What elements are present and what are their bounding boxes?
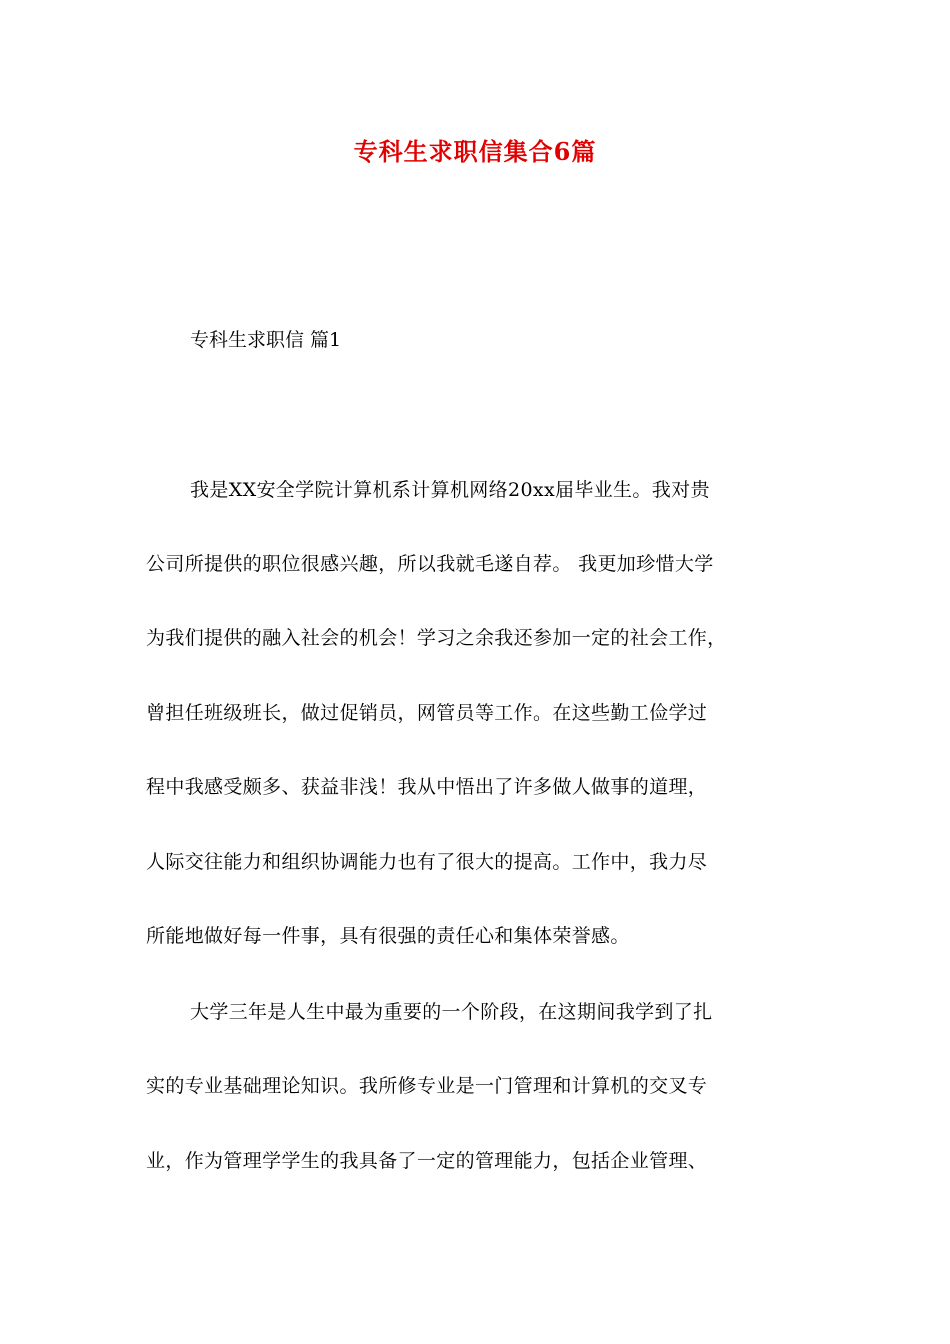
paragraph-line: 所能地做好每一件事，具有很强的责任心和集体荣誉感。 <box>146 925 630 947</box>
paragraph-line: 实的专业基础理论知识。我所修专业是一门管理和计算机的交叉专 <box>146 1075 708 1097</box>
paragraph-line: 曾担任班级班长，做过促销员，网管员等工作。在这些勤工俭学过 <box>146 702 708 724</box>
paragraph-line: 公司所提供的职位很感兴趣，所以我就毛遂自荐。 我更加珍惜大学 <box>146 553 714 575</box>
section-heading: 专科生求职信 篇1 <box>190 329 342 351</box>
paragraph-line: 业，作为管理学学生的我具备了一定的管理能力，包括企业管理、 <box>146 1150 708 1172</box>
paragraph-line: 大学三年是人生中最为重要的一个阶段，在这期间我学到了扎 <box>190 1001 713 1023</box>
paragraph-line: 我是XX安全学院计算机系计算机网络20xx届毕业生。我对贵 <box>190 479 710 501</box>
paragraph-line: 程中我感受颇多、获益非浅！我从中悟出了许多做人做事的道理， <box>146 776 708 798</box>
paragraph-line: 为我们提供的融入社会的机会！学习之余我还参加一定的社会工作， <box>146 627 727 649</box>
paragraph-line: 人际交往能力和组织协调能力也有了很大的提高。工作中，我力尽 <box>146 851 708 873</box>
document-title: 专科生求职信集合6篇 <box>353 137 597 166</box>
